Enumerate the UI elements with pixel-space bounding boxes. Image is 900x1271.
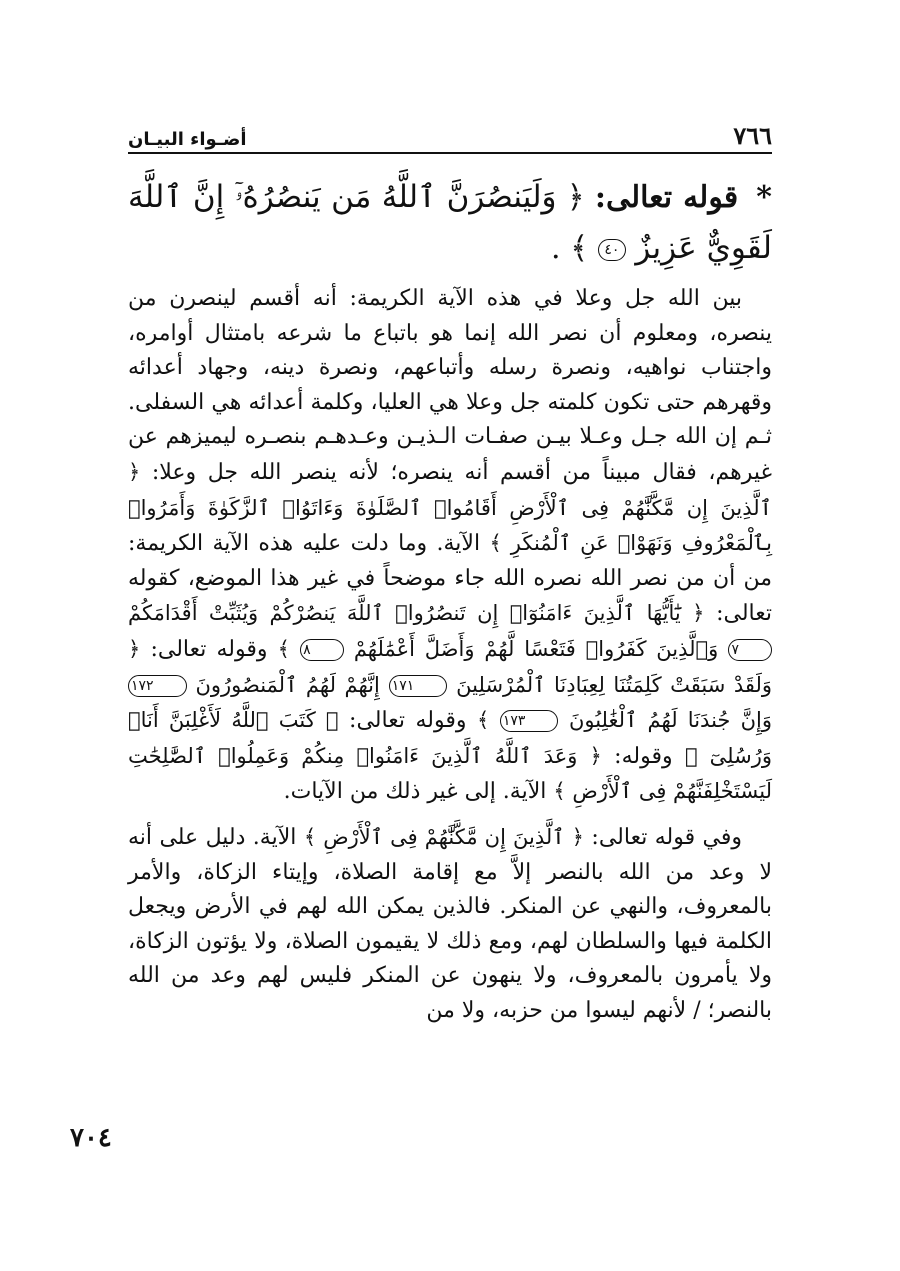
heading-lead: قوله تعالى:: [594, 180, 739, 215]
quran-quote: ﴿ كَتَبَ ٱللَّهُ لَأَغْلِبَنَّ أَنَا۠ وَرُسُلِىٓ ﴾: [128, 708, 772, 768]
heading-star-marker: *: [756, 180, 772, 215]
paragraph-commentary: [128, 820, 772, 1029]
page-header: [128, 118, 772, 150]
paragraph-text: الآية. إلى غير ذلك من الآيات.: [283, 779, 547, 805]
original-edition-page-number: ٧٠٤: [70, 1123, 112, 1153]
verse-number-marker: ٨: [300, 639, 344, 661]
heading-verse-open: ﴿: [566, 179, 585, 215]
heading-verse-text: وَلَيَنصُرَنَّ ٱللَّهُ مَن يَنصُرُهُۥٓ إِنَّ ٱللَّهَ لَقَوِيٌّ عَزِيزٌ: [128, 179, 772, 266]
quran-quote: ﴿ وَعَدَ ٱللَّهُ ٱلَّذِينَ ءَامَنُوا۟ مِنكُمْ وَعَمِلُوا۟ ٱلصَّٰلِحَٰتِ لَيَسْتَخْلِفَنَّهُمْ فِى ٱلْأَرْضِ ﴾: [128, 743, 772, 804]
quran-quote: ﴿ ٱلَّذِينَ إِن مَّكَّنَّٰهُمْ فِى ٱلْأَرْضِ ﴾: [303, 824, 584, 849]
verse-number-marker: ٧: [728, 639, 772, 661]
quran-quote: ﴿ يَٰٓأَيُّهَا ٱلَّذِينَ ءَامَنُوٓا۟ إِن تَنصُرُوا۟ ٱللَّهَ يَنصُرْكُمْ وَيُثَبِّتْ أَقْدَامَكُمْ: [128, 601, 705, 626]
quran-quote: وَٱلَّذِينَ كَفَرُوا۟ فَتَعْسًا لَّهُمْ وَأَضَلَّ أَعْمَٰلَهُمْ: [353, 636, 719, 661]
running-title: أضـواء البيـان: [128, 129, 247, 150]
verse-number-marker: ١٧٢: [128, 675, 187, 697]
quran-quote-close: ﴾: [277, 636, 290, 661]
verse-number-marker: ١٧٣: [500, 710, 559, 732]
verse-number-marker: ٤٠: [598, 239, 626, 261]
paragraph-text: وقوله تعالى:: [150, 636, 268, 662]
quran-quote-close: ﴾: [477, 708, 490, 733]
section-heading: [128, 172, 772, 274]
body-text: [128, 282, 772, 1028]
quran-quote: ﴿ وَلَقَدْ سَبَقَتْ كَلِمَتُنَا لِعِبَادِنَا ٱلْمُرْسَلِينَ: [128, 636, 773, 697]
quran-quote: ﴿ ٱلَّذِينَ إِن مَّكَّنَّٰهُمْ فِى ٱلْأَرْضِ أَقَامُوا۟ ٱلصَّلَوٰةَ وَءَاتَوُا۟ ٱلزَّكَوٰةَ وَأَمَرُوا۟ بِٱلْمَعْرُوفِ وَنَهَوْا۟ عَنِ ٱلْمُنكَرِ ﴾: [128, 459, 772, 556]
paragraph-text: الآية. دليل على أنه لا وعد من الله بالنصر إلاَّ مع إقامة الصلاة، وإيتاء الزكاة، والأمر بالمعروف، والنهي عن المنكر. فالذين يمكن الله لهم في الأرض ويجعل الكلمة فيها والسلطان لهم، ومع ذلك لا يقيمون الصلاة، ولا يؤتون الزكاة، ولا يأمرون بالمعروف، ولا ينهون عن المنكر فليس لهم وعد من الله بالنصر؛ / لأنهم ليسوا من حزبه، ولا من: [128, 824, 772, 1023]
header-divider: [128, 152, 772, 154]
verse-number-marker: ١٧١: [389, 675, 448, 697]
paragraph-text: وفي قوله تعالى:: [591, 824, 742, 850]
page-number: ٧٦٦: [733, 121, 772, 150]
paragraph-text: الآية. وما دلت عليه هذه الآية الكريمة: من أن من نصر الله نصره الله جاء موضحاً في غير هذا الموضع، كقوله تعالى:: [128, 531, 772, 627]
quran-quote: وَإِنَّ جُندَنَا لَهُمُ ٱلْغَٰلِبُونَ: [568, 708, 772, 733]
quran-quote: إِنَّهُمْ لَهُمُ ٱلْمَنصُورُونَ: [195, 672, 380, 697]
paragraph-commentary: [128, 282, 772, 810]
heading-verse-close: ﴾: [570, 230, 589, 266]
heading-end-mark: .: [551, 231, 561, 266]
paragraph-text: وقوله تعالى:: [349, 708, 467, 734]
paragraph-text: وقوله:: [614, 743, 673, 769]
paragraph-text: بين الله جل وعلا في هذه الآية الكريمة: أنه أقسم لينصرن من ينصره، ومعلوم أن نصر الله إنما هو باتباع ما شرعه بامتثال أوامره، واجتناب نواهيه، ونصرة رسله وأتباعهم، ونصرة دينه، وجهاد أعدائه وقهرهم حتى تكون كلمته جل وعلا هي العليا، وكلمة أعدائه هي السفلى. ثـم إن الله جـل وعـلا بيـن صفـات الـذيـن وعـدهـم بنصـره ليميزهم عن غيرهم، فقال مبيناً من أقسم أنه ينصره؛ لأنه ينصر الله جل وعلا:: [128, 286, 772, 485]
